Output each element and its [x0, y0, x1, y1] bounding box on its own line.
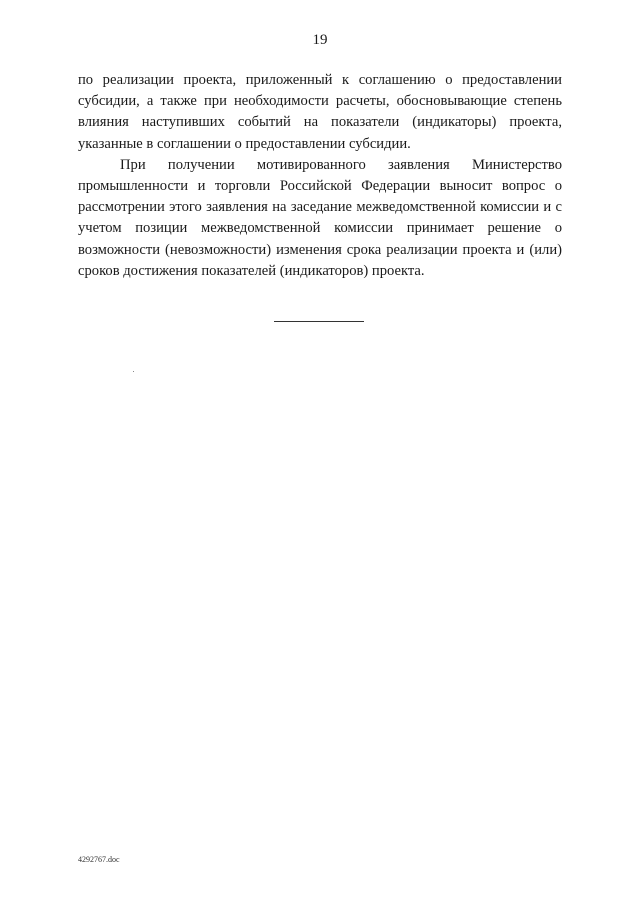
document-body: [78, 70, 562, 282]
footer-file-code: 4292767.doc: [78, 855, 120, 864]
paragraph-application-review: При получении мотивированного заявления Министерство промышленности и торговли Российской Федерации выносит вопрос о рассмотрении этого заявления на заседание межведомственной комиссии и с учетом позиции межведомственной комиссии принимает решение о возможности (невозможности) изменения срока реализации проекта и (или) сроков достижения показателей (индикаторов) проекта.: [78, 156, 562, 279]
scan-speck: [133, 371, 134, 372]
page-number: 19: [312, 32, 328, 48]
end-of-text-separator: [274, 321, 364, 322]
paragraph-continuation: по реализации проекта, приложенный к соглашению о предоставлении субсидии, а также при необходимости расчеты, обосновывающие степень влияния наступивших событий на показатели (индикаторы) проекта, указанные в соглашении о предоставлении субсидии.: [78, 72, 562, 152]
